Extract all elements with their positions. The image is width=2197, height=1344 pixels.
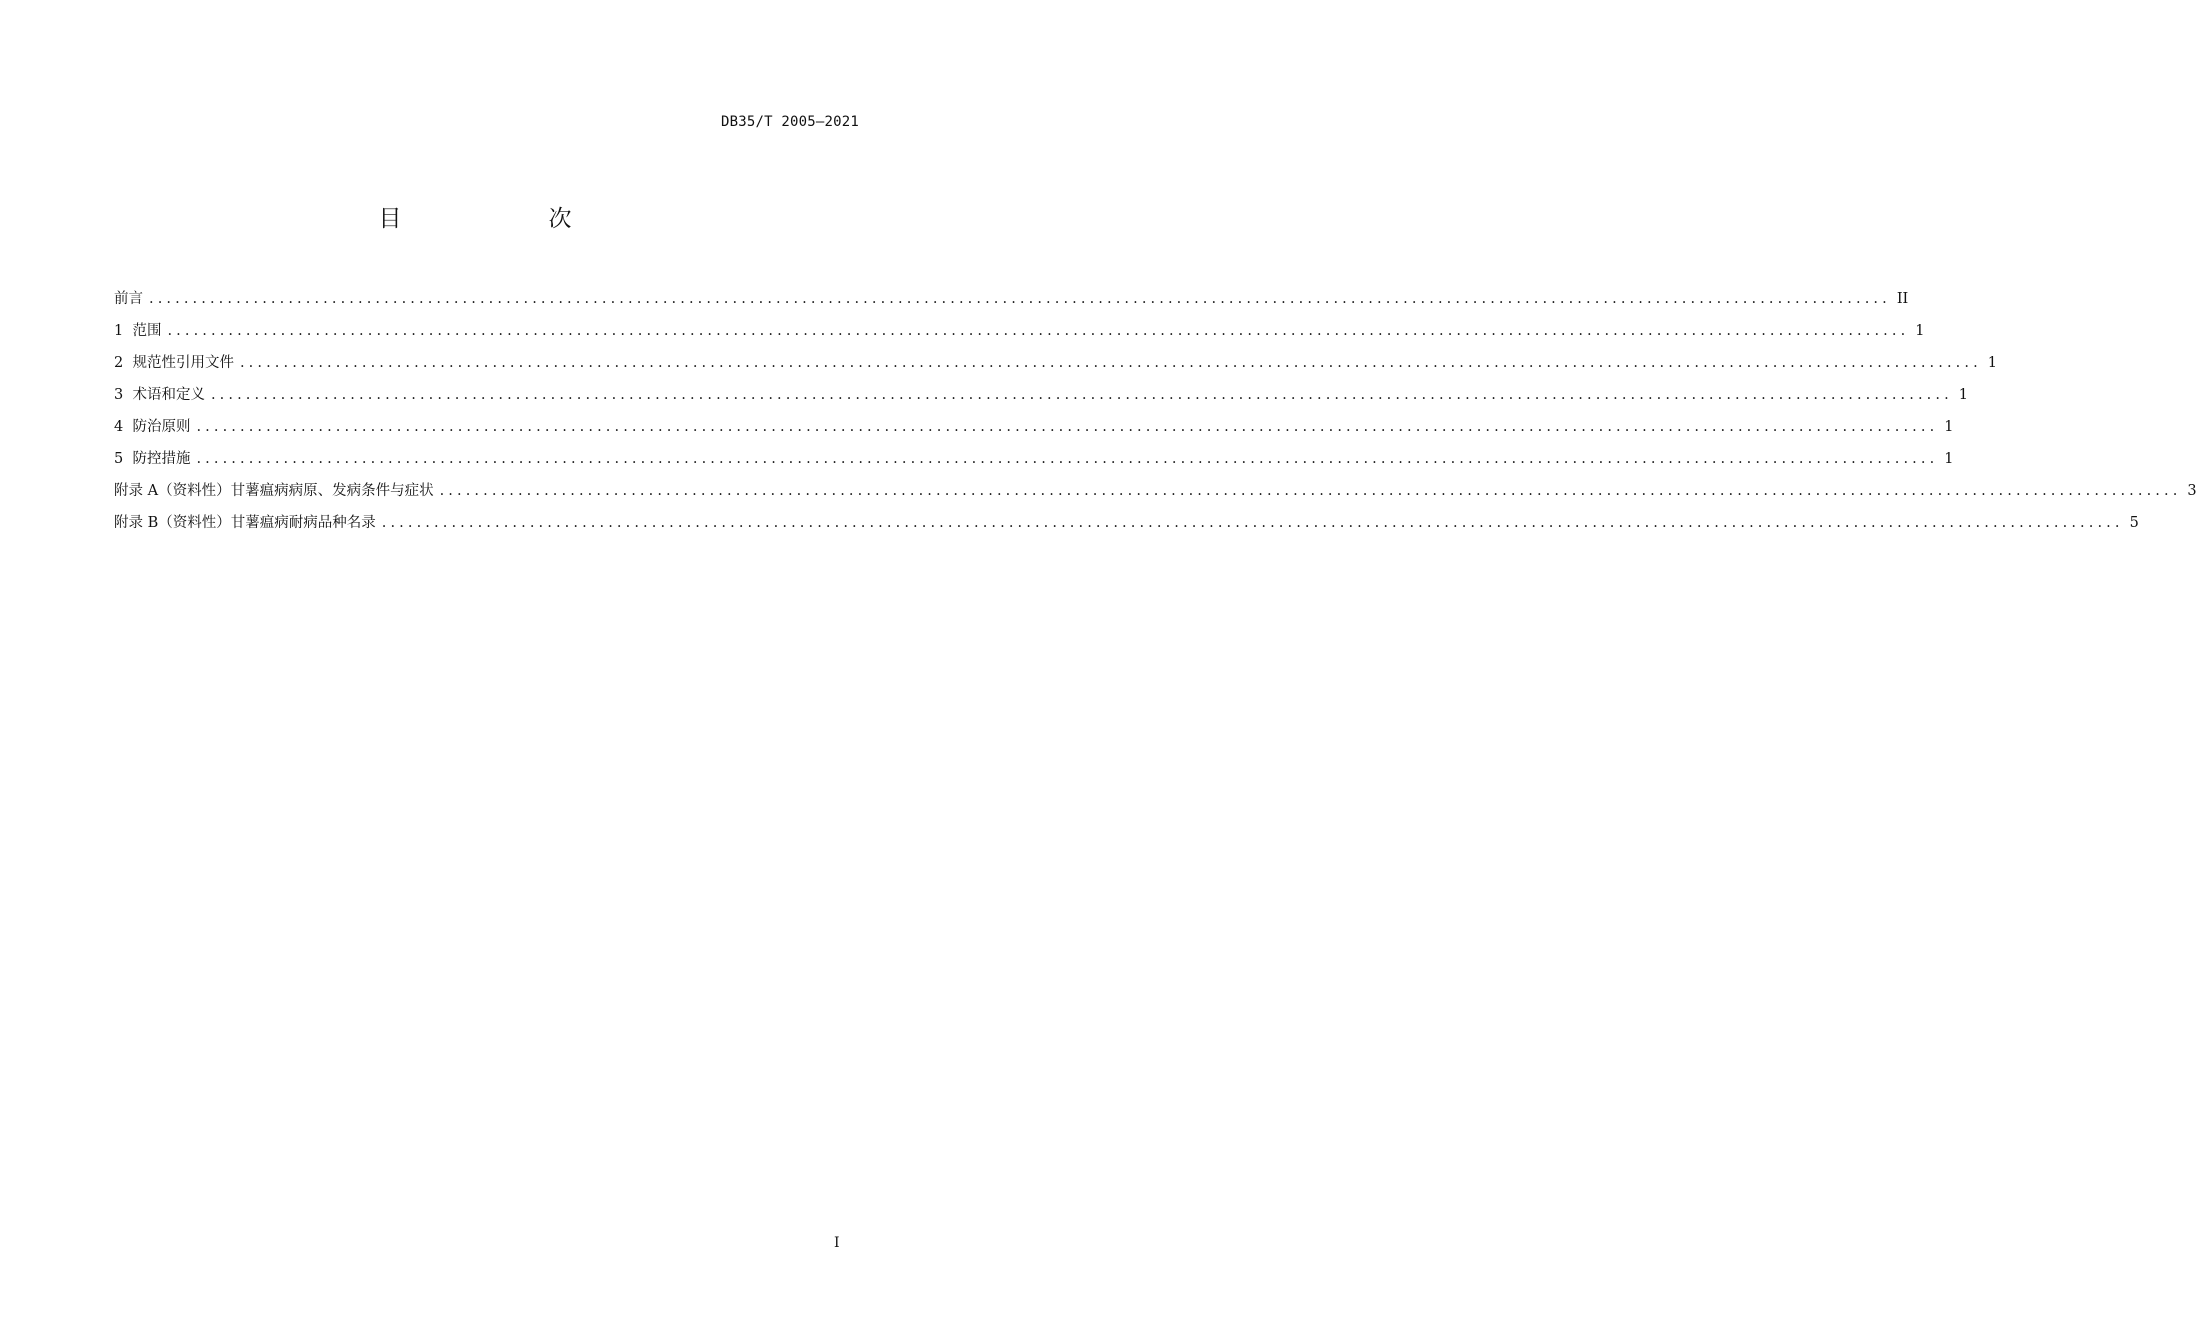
toc-dot-leader: ........................................................................................................................................................................................................	[196, 451, 1939, 467]
toc-annex-label: 附录 A（资料性）	[114, 483, 231, 499]
page-number: I	[834, 1235, 840, 1251]
toc-entry-page: 1	[1944, 419, 1954, 435]
toc-entry-number: 4	[114, 419, 133, 435]
toc-entry-label: 术语和定义	[132, 387, 205, 403]
table-of-contents	[114, 287, 2197, 543]
toc-entry-label: 范围	[132, 323, 162, 339]
toc-dot-leader: ........................................................................................................................................................................................................	[239, 355, 1982, 371]
toc-entry-page: 3	[2187, 483, 2197, 499]
toc-entry-foreword[interactable]	[114, 287, 1909, 319]
toc-title: 目 次	[378, 206, 634, 232]
toc-annex-label: 附录 B（资料性）	[114, 515, 231, 531]
toc-entry-scope[interactable]	[114, 319, 1925, 351]
toc-entry-page: 1	[1915, 323, 1925, 339]
toc-entry-number: 1	[114, 323, 133, 339]
toc-entry-number: 3	[114, 387, 133, 403]
toc-annex-title: 甘薯瘟病病原、发病条件与症状	[230, 483, 434, 499]
toc-entry-terms-definitions[interactable]	[114, 383, 1969, 415]
toc-dot-leader: ........................................................................................................................................................................................................	[196, 419, 1939, 435]
toc-dot-leader: ........................................................................................................................................................................................................	[439, 483, 2182, 499]
toc-dot-leader: ........................................................................................................................................................................................................	[149, 291, 1891, 307]
toc-entry-label: 前言	[114, 291, 143, 307]
toc-entry-control-principles[interactable]	[114, 415, 1954, 447]
toc-dot-leader: ........................................................................................................................................................................................................	[167, 323, 1910, 339]
toc-entry-label: 防治原则	[132, 419, 191, 435]
toc-dot-leader: ........................................................................................................................................................................................................	[381, 515, 2124, 531]
toc-annex-title: 甘薯瘟病耐病品种名录	[230, 515, 376, 531]
toc-entry-annex-a[interactable]	[114, 479, 2197, 511]
toc-entry-label: 防控措施	[132, 451, 191, 467]
toc-entry-normative-references[interactable]	[114, 351, 1998, 383]
toc-entry-page: 5	[2129, 515, 2139, 531]
toc-entry-page: 1	[1987, 355, 1998, 371]
toc-dot-leader: ........................................................................................................................................................................................................	[210, 387, 1953, 403]
toc-entry-number: 2	[114, 355, 133, 371]
toc-entry-number: 5	[114, 451, 133, 467]
toc-entry-page: II	[1896, 291, 1909, 307]
toc-entry-control-measures[interactable]	[114, 447, 1954, 479]
document-code: DB35/T 2005—2021	[720, 114, 859, 130]
toc-entry-page: 1	[1958, 387, 1969, 403]
toc-entry-annex-b[interactable]	[114, 511, 2139, 543]
toc-entry-page: 1	[1944, 451, 1954, 467]
toc-entry-label: 规范性引用文件	[132, 355, 234, 371]
